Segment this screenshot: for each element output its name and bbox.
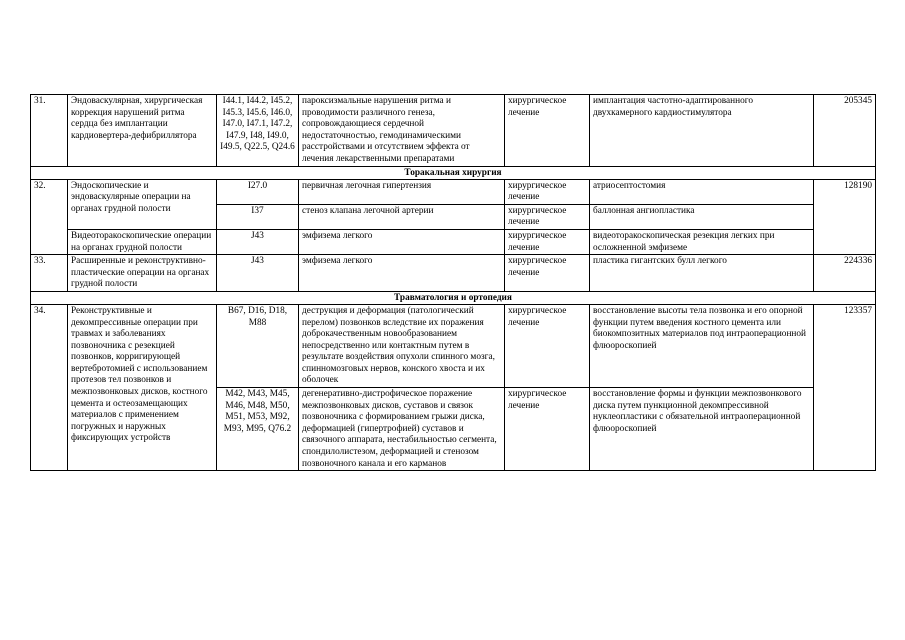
icd-codes: I44.1, I44.2, I45.2, I45.3, I45.6, I46.0, I47.0, I47.1, I47.2, I47.9, I48, I49.0, I49.5, Q22.5, Q24.6 xyxy=(217,95,299,167)
care-type-name: Эндоскопические и эндоваскулярные операции на органах грудной полости xyxy=(68,179,217,229)
icd-codes: J43 xyxy=(217,229,299,254)
treatment-type: хирургическое лечение xyxy=(505,204,590,229)
patient-model: пароксизмальные нарушения ритма и проводимости различного генеза, сопровождающиеся сердечной недостаточностью, гемодинамическими расстройствами и отсутствием эффекта от лечения лекарственными препаратами xyxy=(299,95,505,167)
section-title-trauma: Травматология и ортопедия xyxy=(31,291,876,304)
patient-model: первичная легочная гипертензия xyxy=(299,179,505,204)
row-number: 33. xyxy=(31,255,68,292)
care-type-name: Эндоваскулярная, хирургическая коррекция нарушений ритма сердца без имплантации кардиовертера-дефибриллятора xyxy=(68,95,217,167)
treatment-type: хирургическое лечение xyxy=(505,179,590,204)
treatment-type: хирургическое лечение xyxy=(505,229,590,254)
treatment-method: пластика гигантских булл легкого xyxy=(590,255,814,292)
section-row xyxy=(31,166,876,179)
patient-model: стеноз клапана легочной артерии xyxy=(299,204,505,229)
care-type-name: Реконструктивные и декомпрессивные операции при травмах и заболеваниях позвоночника с резекцией позвонков, корригирующей вертебротомией с использованием протезов тел позвонков и межпозвонковых дисков, костного цемента и остеозамещающих материалов с применением погружных и наружных фиксирующих устройств xyxy=(68,304,217,470)
row-number: 31. xyxy=(31,95,68,167)
treatment-type: хирургическое лечение xyxy=(505,388,590,471)
section-row xyxy=(31,291,876,304)
treatment-method: баллонная ангиопластика xyxy=(590,204,814,229)
icd-codes: I27.0 xyxy=(217,179,299,204)
row-number: 32. xyxy=(31,179,68,255)
price: 205345 xyxy=(814,95,876,167)
icd-codes: J43 xyxy=(217,255,299,292)
table-row xyxy=(31,95,876,167)
treatment-method: атриосептостомия xyxy=(590,179,814,204)
treatment-method: имплантация частотно-адаптированного двухкамерного кардиостимулятора xyxy=(590,95,814,167)
price: 123357 xyxy=(814,304,876,470)
patient-model: эмфизема легкого xyxy=(299,255,505,292)
price: 128190 xyxy=(814,179,876,255)
table-row xyxy=(31,255,876,292)
price: 224336 xyxy=(814,255,876,292)
medical-care-table xyxy=(30,94,876,471)
table-row xyxy=(31,229,876,254)
care-type-name: Видеоторакоскопические операции на органах грудной полости xyxy=(68,229,217,254)
treatment-method: восстановление формы и функции межпозвонкового диска путем пункционной декомпрессивной нуклеопластики с обязательной интраоперационной флюороскопией xyxy=(590,388,814,471)
section-title-thoracic: Торакальная хирургия xyxy=(31,166,876,179)
icd-codes: I37 xyxy=(217,204,299,229)
table-row xyxy=(31,304,876,387)
table-row xyxy=(31,179,876,204)
care-type-name: Расширенные и реконструктивно-пластические операции на органах грудной полости xyxy=(68,255,217,292)
treatment-type: хирургическое лечение xyxy=(505,255,590,292)
treatment-method: видеоторакоскопическая резекция легких при осложненной эмфиземе xyxy=(590,229,814,254)
treatment-method: восстановление высоты тела позвонка и его опорной функции путем введения костного цемента или биокомпозитных материалов под интраоперационной флюороскопией xyxy=(590,304,814,387)
treatment-type: хирургическое лечение xyxy=(505,95,590,167)
patient-model: деструкция и деформация (патологический перелом) позвонков вследствие их поражения доброкачественным новообразованием непосредственно или контактным путем в результате воздействия опухоли спинного мозга, спинномозговых нервов, конского хвоста и их оболочек xyxy=(299,304,505,387)
treatment-type: хирургическое лечение xyxy=(505,304,590,387)
row-number: 34. xyxy=(31,304,68,470)
icd-codes: M42, M43, M45, M46, M48, M50, M51, M53, M92, M93, M95, Q76.2 xyxy=(217,388,299,471)
icd-codes: B67, D16, D18, M88 xyxy=(217,304,299,387)
patient-model: дегенеративно-дистрофическое поражение межпозвонковых дисков, суставов и связок позвоночника с формированием грыжи диска, деформацией (гипертрофией) суставов и связочного аппарата, нестабильностью сегмента, спондилолистезом, деформацией и стенозом позвоночного канала и его карманов xyxy=(299,388,505,471)
patient-model: эмфизема легкого xyxy=(299,229,505,254)
